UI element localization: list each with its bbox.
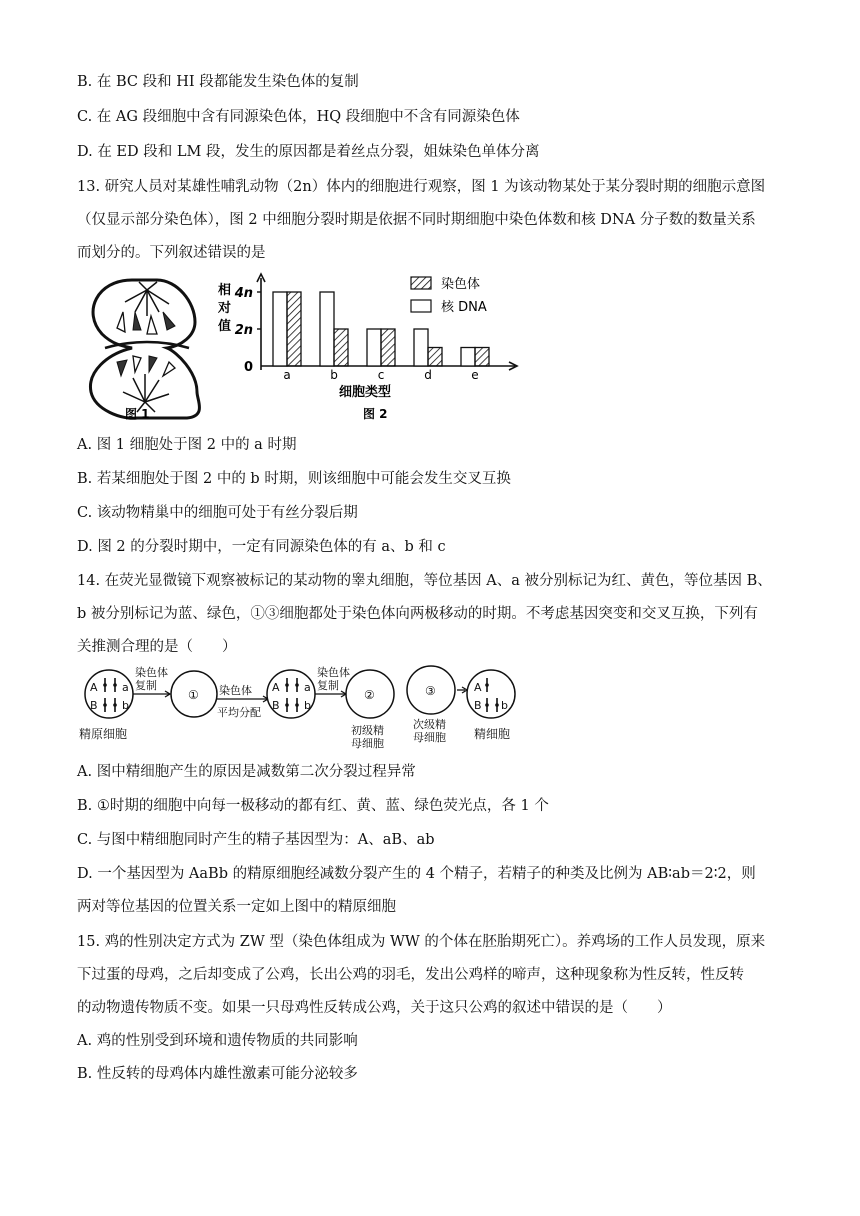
q15-stem-line3: 的动物遗传物质不变。如果一只母鸡性反转成公鸡，关于这只公鸡的叙述中错误的是（ ） xyxy=(77,1000,672,1016)
daughter-gene-A-label: A xyxy=(272,681,280,694)
q13-figure-svg xyxy=(77,272,597,432)
arrow1-label-bottom: 复制 xyxy=(135,679,157,692)
bar-dna-b xyxy=(320,292,334,366)
q13-option-d: D. 图 2 的分裂时期中，一定有同源染色体的有 a、b 和 c xyxy=(77,539,446,555)
legend-chromosome-swatch xyxy=(411,277,431,289)
sperm-cell-label: 精细胞 xyxy=(474,727,511,741)
chart-ylabel-char1: 相 xyxy=(218,283,232,298)
figure2-label: 图 2 xyxy=(363,407,388,421)
chart-category-a: a xyxy=(283,368,291,382)
q13-stem-line3: 而划分的。下列叙述错误的是 xyxy=(77,245,266,261)
q13-stem-line2: （仅显示部分染色体），图 2 中细胞分裂时期是依据不同时期细胞中染色体数和核 DNA 分子数的数量关系 xyxy=(77,212,756,228)
chart-ylabel-char3: 值 xyxy=(218,319,232,334)
q14-stem-line3: 关推测合理的是（ ） xyxy=(77,639,237,655)
q13-figures xyxy=(77,272,597,432)
daughter-gene-a-label: a xyxy=(304,681,311,694)
bar-chromosome-e xyxy=(475,348,489,367)
q15-option-a: A. 鸡的性别受到环境和遗传物质的共同影响 xyxy=(77,1033,358,1049)
arrow3-label-top: 染色体 xyxy=(317,666,350,679)
chart-ytick-label: 2n xyxy=(234,323,253,338)
q14-process-diagram xyxy=(77,664,527,754)
chart-category-b: b xyxy=(330,368,338,382)
bar-chromosome-c xyxy=(381,329,395,366)
chart-category-c: c xyxy=(377,368,385,382)
chart-ytick-group xyxy=(234,286,261,375)
q15-stem-line1: 15. 鸡的性别决定方式为 ZW 型（染色体组成为 WW 的个体在胚胎期死亡）。养鸡场的工作人员发现，原来 xyxy=(77,934,766,950)
chart-xlabel: 细胞类型 xyxy=(339,385,392,400)
legend-dna-label: 核 DNA xyxy=(441,300,487,315)
q13-option-b: B. 若某细胞处于图 2 中的 b 时期，则该细胞中可能会发生交叉互换 xyxy=(77,471,511,487)
cell-2-caption-line2: 母细胞 xyxy=(351,737,384,750)
q15-stem-line2: 下过蛋的母鸡，之后却变成了公鸡，长出公鸡的羽毛，发出公鸡样的啼声，这种现象称为性反转，性反转 xyxy=(77,967,744,983)
q14-option-c: C. 与图中精细胞同时产生的精子基因型为：A、aB、ab xyxy=(77,832,435,848)
q14-option-d-line2: 两对等位基因的位置关系一定如上图中的精原细胞 xyxy=(77,899,396,915)
cell-3-caption-line1: 次级精 xyxy=(413,718,446,731)
legend-chromosome-label: 染色体 xyxy=(441,277,481,292)
q15-option-b: B. 性反转的母鸡体内雄性激素可能分泌较多 xyxy=(77,1066,358,1082)
arrow1-label-top: 染色体 xyxy=(135,666,168,679)
gene-a-label: a xyxy=(122,681,129,694)
daughter-gene-b-label: b xyxy=(304,699,311,712)
bar-chromosome-d xyxy=(428,348,442,367)
q12-option-b: B. 在 BC 段和 HI 段都能发生染色体的复制 xyxy=(77,74,359,90)
q13-option-a: A. 图 1 细胞处于图 2 中的 a 时期 xyxy=(77,437,297,453)
q14-stem-line2: b 被分别标记为蓝、绿色，①③细胞都处于染色体向两极移动的时期。不考虑基因突变和交叉互换，下列有 xyxy=(77,606,758,622)
legend-dna-swatch xyxy=(411,300,431,312)
q14-option-a: A. 图中精细胞产生的原因是减数第二次分裂过程异常 xyxy=(77,764,416,780)
chart-xcat-group xyxy=(283,368,478,382)
gene-B-label: B xyxy=(90,699,98,712)
arrow3-label-bottom: 复制 xyxy=(317,679,339,692)
figure1-cell-diagram xyxy=(90,280,199,421)
spermatogonium-label: 精原细胞 xyxy=(79,727,128,741)
figure2-bar-chart xyxy=(217,274,517,421)
gene-b-label: b xyxy=(122,699,129,712)
sperm-gene-B-label: B xyxy=(474,699,482,712)
chart-ylabel-char2: 对 xyxy=(218,301,232,316)
q12-option-c: C. 在 AG 段细胞中含有同源染色体，HQ 段细胞中不含有同源染色体 xyxy=(77,109,520,125)
sperm-gene-b-label: b xyxy=(501,699,508,712)
cell-2-label: ② xyxy=(364,688,375,702)
cell-3-label: ③ xyxy=(425,684,436,698)
q13-stem-line1: 13. 研究人员对某雄性哺乳动物（2n）体内的细胞进行观察，图 1 为该动物某处于某分裂时期的细胞示意图 xyxy=(77,179,766,195)
cell-3-caption-line2: 母细胞 xyxy=(413,731,446,744)
bar-dna-c xyxy=(367,329,381,366)
q14-option-d-line1: D. 一个基因型为 AaBb 的精原细胞经减数分裂产生的 4 个精子，若精子的种类及比例为 AB∶ab＝2∶2，则 xyxy=(77,866,756,882)
daughter-gene-B-label: B xyxy=(272,699,280,712)
q12-option-d: D. 在 ED 段和 LM 段，发生的原因都是着丝点分裂，姐妹染色单体分离 xyxy=(77,144,540,160)
bar-chromosome-b xyxy=(334,329,348,366)
chart-category-e: e xyxy=(471,368,479,382)
q13-option-c: C. 该动物精巢中的细胞可处于有丝分裂后期 xyxy=(77,505,358,521)
chart-category-d: d xyxy=(424,368,432,382)
bar-dna-d xyxy=(414,329,428,366)
bar-dna-e xyxy=(461,348,475,367)
chart-ytick-label: 4n xyxy=(234,286,253,301)
gene-A-label: A xyxy=(90,681,98,694)
cell-1-label: ① xyxy=(188,688,199,702)
q14-option-b: B. ①时期的细胞中向每一极移动的都有红、黄、蓝、绿色荧光点，各 1 个 xyxy=(77,798,549,814)
bar-chromosome-a xyxy=(287,292,301,366)
cell-2-caption-line1: 初级精 xyxy=(351,724,384,737)
q14-stem-line1: 14. 在荧光显微镜下观察被标记的某动物的睾丸细胞，等位基因 A、a 被分别标记为红、黄色，等位基因 B、 xyxy=(77,573,772,589)
sperm-gene-A-label: A xyxy=(474,681,482,694)
bar-dna-a xyxy=(273,292,287,366)
arrow2-label-bottom: 平均分配 xyxy=(217,706,261,719)
figure1-label: 图 1 xyxy=(125,407,150,421)
chart-ytick-label: 0 xyxy=(243,360,253,375)
arrow2-label-top: 染色体 xyxy=(219,684,252,697)
